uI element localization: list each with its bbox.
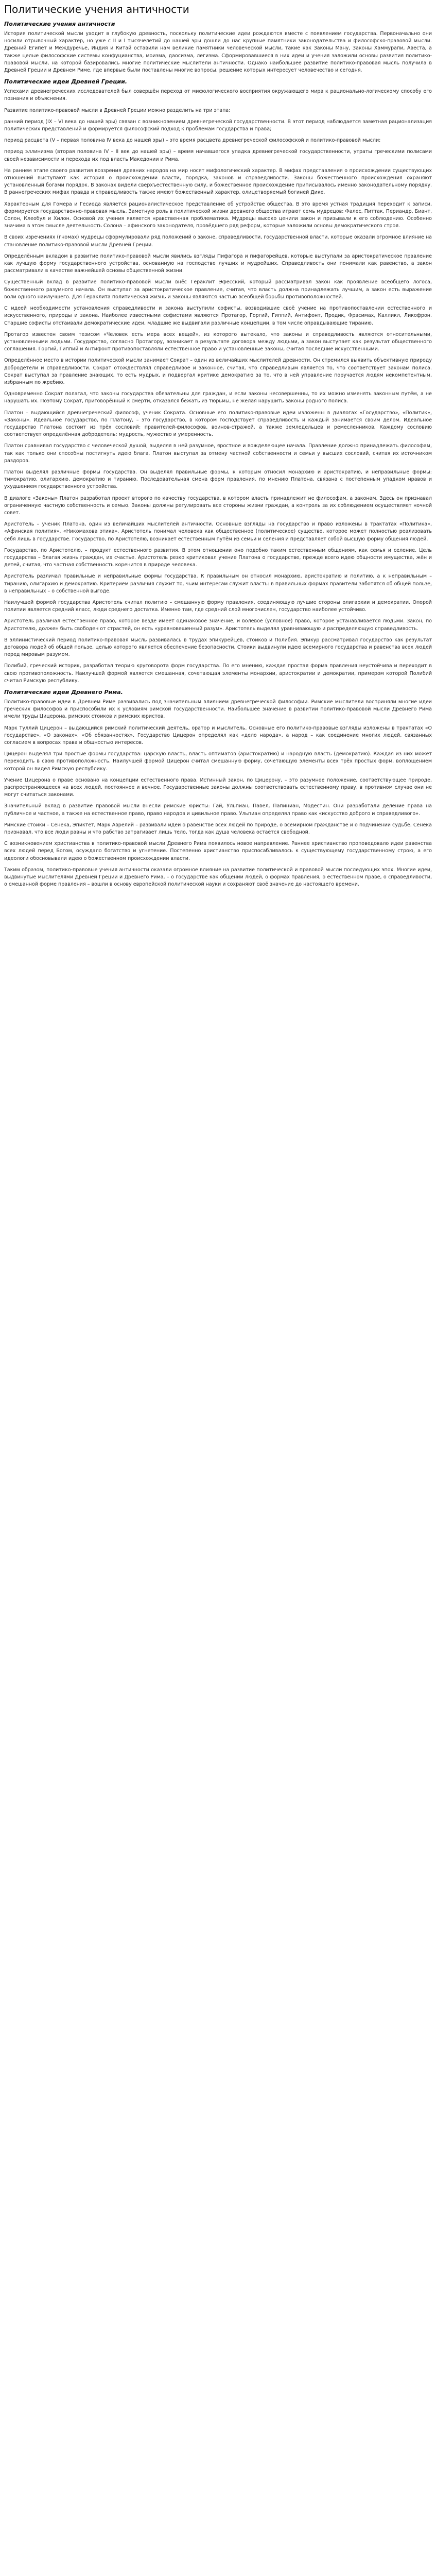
- paragraph: Одновременно Сократ полагал, что законы государства обязательны для граждан, и если законы несовершенны, то их можно изменять законным путём, а не нарушать их. Поэтому Сократ, приговорённый к смерти, отказался бежать из тюрьмы, не желая нарушить законы родного полиса.: [4, 391, 432, 404]
- paragraph: Платон сравнивал государство с человеческой душой, выделяя в ней разумное, яростное и вожделеющее начала. Правление должно принадлежать философам, так как только они способны постигнуть идею блага. Платон выступал за отмену частной собственности и семьи у высших сословий, считая их источником раздоров.: [4, 443, 432, 464]
- paragraph: Политико-правовые идеи в Древнем Риме развивались под значительным влиянием древнегреческой философии. Римские мыслители восприняли многие идеи греческих философов и приспособили их к условиям римской государственности. Наибольшее значение в развитии политико-правовой мысли Древнего Рима имели труды Цицерона, римских стоиков и римских юристов.: [4, 699, 432, 720]
- paragraph: Государство, по Аристотелю, – продукт естественного развития. В этом отношении оно подобно таким естественным общениям, как семья и селение. Цель государства – благая жизнь граждан, их счастье. Аристотель резко критиковал учение Платона о государстве, прежде всего идею общности имущества, жён и детей, считая, что частная собственность коренится в природе человека.: [4, 547, 432, 568]
- paragraph: Наилучшей формой государства Аристотель считал политию – смешанную форму правления, соединяющую лучшие стороны олигархии и демократии. Опорой политии является средний класс, люди среднего достатка. Именно там, где средний слой многочислен, государство наиболее устойчиво.: [4, 600, 432, 613]
- paragraph: Аристотель различал естественное право, которое везде имеет одинаковое значение, и волевое (условное) право, которое устанавливается людьми. Закон, по Аристотелю, должен быть свободен от страстей, он есть «уравновешенный разум». Аристотель выделял уравнивающую и распределяющую справедливость.: [4, 618, 432, 632]
- paragraph: Существенный вклад в развитие политико-правовой мысли внёс Гераклит Эфесский, который рассматривал закон как проявление всеобщего логоса, божественного разумного начала. Он выступал за аристократическое правление, считая, что власть должна принадлежать лучшим, а закон есть выражение воли одного наилучшего. Для Гераклита политическая жизнь и законы являются частью всеобщей борьбы противоположностей.: [4, 279, 432, 300]
- section: [4, 78, 432, 685]
- paragraph: Платон – выдающийся древнегреческий философ, ученик Сократа. Основные его политико-правовые идеи изложены в диалогах «Государство», «Политик», «Законы». Идеальное государство, по Платону, – это государство, в котором господствует справедливость и каждый занимается своим делом. Идеальное государство Платона состоит из трёх сословий: правителей-философов, воинов-стражей, а также земледельцев и ремесленников. Каждому сословию соответствует определённая добродетель: мудрость, мужество и умеренность.: [4, 410, 432, 438]
- paragraph: Марк Туллий Цицерон – выдающийся римский политический деятель, оратор и мыслитель. Основные его политико-правовые взгляды изложены в трактатах «О государстве», «О законах», «Об обязанностях». Государство Цицерон определял как «дело народа», а народ – как соединение многих людей, связанных согласием в вопросах права и общностью интересов.: [4, 725, 432, 746]
- paragraph: Аристотель – ученик Платона, один из величайших мыслителей античности. Основные взгляды на государство и право изложены в трактатах «Политика», «Афинская полития», «Никомахова этика». Аристотель понимал человека как общественное (политическое) существо, которое может полностью реализовать себя лишь в государстве. Государство, по Аристотелю, возникает естественным путём из семьи и селения и представляет собой высшую форму общения людей.: [4, 521, 432, 542]
- paragraph: В диалоге «Законы» Платон разработал проект второго по качеству государства, в котором власть принадлежит не философам, а законам. Здесь он признавал ограниченную частную собственность и семью. Законы должны регулировать все стороны жизни граждан, а контроль за их соблюдением осуществляет ночной совет.: [4, 495, 432, 516]
- section-heading: Политические идеи Древнего Рима.: [4, 689, 123, 696]
- article: [0, 0, 436, 899]
- paragraph: Платон выделял различные формы государства. Он выделял правильные формы, к которым относил монархию и аристократию, и неправильные формы: тимократию, олигархию, демократию и тиранию. Последовательная смена форм правления, по мнению Платона, связана с постепенным упадком нравов и ухудшением государственного устройства.: [4, 469, 432, 490]
- paragraph: период эллинизма (вторая половина IV – II век до нашей эры) – время начавшегося упадка древнегреческой государственности, утраты греческими полисами своей независимости и перехода их под власть Македонии и Рима.: [4, 149, 432, 162]
- paragraph: История политической мысли уходит в глубокую древность, поскольку политические идеи рождаются вместе с появлением государства. Первоначально они носили отрывочный характер, но уже с II и I тысячелетий до нашей эры дошли до нас крупные памятники законодательства и философско-правовой мысли. Древний Египет и Междуречье, Индия и Китай оставили нам великие памятники человеческой мысли, такие как Законы Ману, Законы Хаммурапи, Авеста, а также целые философские системы конфуцианства, моизма, даосизма, легизма. Сформировавшиеся в них идеи и учения заложили основы развития политико-правовой мысли, на которой базировались многие политические мыслители античности. Однако наибольшее развитие политико-правовая мысль получила в Древней Греции и Древнем Риме, где впервые были поставлены многие вопросы, решение которых интересует человечество и сегодня.: [4, 31, 432, 74]
- paragraph: Определённым вкладом в развитие политико-правовой мысли явились взгляды Пифагора и пифагорейцев, которые выступали за аристократическое правление как лучшую форму государственного устройства, основанную на господстве лучших и мудрейших. Справедливость они понимали как равенство, а закон рассматривали в качестве важнейшей основы общественной жизни.: [4, 253, 432, 274]
- article-body: [4, 21, 432, 889]
- paragraph: С идеей необходимости установления справедливости и закона выступили софисты, возводившие своё учение на противопоставлении естественного и искусственного, природы и закона. Наиболее известными софистами являются Протагор, Горгий, Гиппий, Антифонт, Продик, Фрасимах, Калликл, Ликофрон. Старшие софисты отстаивали демократические идеи, младшие же выдвигали различные концепции, в том числе оправдывающие тиранию.: [4, 306, 432, 326]
- section-heading: Политические учения античности: [4, 21, 115, 27]
- paragraph: период расцвета (V – первая половина IV века до нашей эры) – это время расцвета древнегреческой философской и политико-правовой мысли;: [4, 138, 381, 144]
- section: [4, 21, 432, 74]
- section-heading: Политические идеи Древней Греции.: [4, 78, 127, 86]
- section: [4, 689, 432, 888]
- paragraph: Полибий, греческий историк, разработал теорию круговорота форм государства. По его мнению, каждая простая форма правления неустойчива и переходит в свою противоположность. Наилучшей формой является смешанная, сочетающая элементы монархии, аристократии и демократии, примером которой Полибий считал Римскую республику.: [4, 663, 432, 684]
- paragraph: Учение Цицерона о праве основано на концепции естественного права. Истинный закон, по Цицерону, – это разумное положение, соответствующее природе, распространяющееся на всех людей, постоянное и вечное. Государственные законы должны соответствовать естественному праву, в противном случае они не могут считаться законами.: [4, 777, 432, 798]
- paragraph: Определённое место в истории политической мысли занимает Сократ – один из величайших мыслителей древности. Он стремился выявить объективную природу добродетели и справедливости. Сократ отождествлял справедливое и законное, считая, что справедливым является то, что соответствует законам полиса. Сократ выступал за правление знающих, то есть мудрых, и подвергал критике демократию за то, что в ней управление поручается людям некомпетентным, избранным по жребию.: [4, 358, 432, 385]
- page-title: Политические учения античности: [4, 3, 189, 15]
- paragraph: Римские стоики – Сенека, Эпиктет, Марк Аврелий – развивали идеи о равенстве всех людей по природе, о всемирном гражданстве и о подчинении судьбе. Сенека признавал, что все люди равны и что рабство затрагивает лишь тело, тогда как душа человека остаётся свободной.: [4, 822, 432, 836]
- paragraph: Аристотель различал правильные и неправильные формы государства. К правильным он относил монархию, аристократию и политию, а к неправильным – тиранию, олигархию и демократию. Критерием различия служит то, чьим интересам служит власть: в правильных формах правители заботятся об общей пользе, в неправильных – о собственной выгоде.: [4, 573, 432, 594]
- paragraph: Цицерон выделял три простые формы государства: царскую власть, власть оптиматов (аристократию) и народную власть (демократию). Каждая из них может переходить в свою противоположность. Наилучшей формой Цицерон считал смешанную форму, сочетающую элементы всех трёх простых форм, воплощением которой он видел Римскую республику.: [4, 751, 432, 772]
- paragraph: Развитие политико-правовой мысли в Древней Греции можно разделить на три этапа:: [4, 107, 231, 113]
- paragraph: В своих изречениях (гномах) мудрецы сформулировали ряд положений о законе, справедливости, государственной власти, которые оказали огромное влияние на становление политико-правовой мысли Древней Греции.: [4, 234, 432, 248]
- paragraph: На раннем этапе своего развития воззрения древних народов на мир носят мифологический характер. В мифах представления о происхождении существующих отношений выступают как история о происхождении власти, порядка, законов и справедливости. Законы божественного происхождения охраняют установленный богами порядок. В законах видели сверхъестественную силу, и божественное происхождение приписывалось именно законодательному порядку. В раннегреческих мифах правда и справедливость также имеют божественный характер, олицетворяемый богиней Дике.: [4, 167, 432, 196]
- paragraph: Характерным для Гомера и Гесиода является рационалистическое представление об устройстве общества. В это время устная традиция переходит к записи, формируется государственно-правовая мысль. Заметную роль в политической жизни древнего общества играют семь мудрецов: Фалес, Питтак, Периандр, Биант, Солон, Клеобул и Хилон. Основой их учения является нравственная проблематика. Мудрецы высоко ценили закон и призывали к его соблюдению. Особенно значима в этом смысле деятельность Солона – афинского законодателя, провёдшего ряд реформ, которые заложили основы демократического строя.: [4, 201, 432, 229]
- paragraph: Таким образом, политико-правовые учения античности оказали огромное влияние на развитие политической и правовой мысли последующих эпох. Многие идеи, выдвинутые мыслителями Древней Греции и Древнего Рима, – о государстве как общении людей, о формах правления, о естественном праве, о справедливости, о смешанной форме правления – вошли в основу европейской политической науки и сохраняют своё значение до настоящего времени.: [4, 867, 432, 888]
- paragraph: Протагор известен своим тезисом «Человек есть мера всех вещей», из которого вытекало, что законы и справедливость являются относительными, установленными людьми. Государство, согласно Протагору, возникает в результате договора между людьми, а закон выступает как результат общественного соглашения. Горгий, Гиппий и Антифонт противопоставляли естественное право и установленные законы, считая последние искусственными.: [4, 331, 432, 352]
- paragraph: С возникновением христианства в политико-правовой мысли Древнего Рима появилось новое направление. Раннее христианство проповедовало идеи равенства всех людей перед Богом, осуждало богатство и угнетение. Постепенно христианство приспосабливалось к существующему государственному строю, а его идеологи обосновывали идею о божественном происхождении власти.: [4, 841, 432, 861]
- paragraph: Значительный вклад в развитие правовой мысли внесли римские юристы: Гай, Ульпиан, Павел, Папиниан, Модестин. Они разработали деление права на публичное и частное, а также на естественное право, право народов и цивильное право. Ульпиан определял право как «искусство доброго и справедливого».: [4, 803, 432, 817]
- paragraph: ранний период (IX – VI века до нашей эры) связан с возникновением древнегреческой государственности. В этот период наблюдается заметная рационализация политических представлений и формируется философский подход к проблемам государства и права;: [4, 118, 432, 132]
- paragraph: В эллинистический период политико-правовая мысль развивалась в трудах эпикурейцев, стоиков и Полибия. Эпикур рассматривал государство как результат договора людей об общей пользе, целью которого является обеспечение безопасности. Стоики выдвинули идею всемирного государства и равенства всех людей перед мировым разумом.: [4, 637, 432, 658]
- paragraph: Успехами древнегреческих исследователей был совершён переход от мифологического восприятия окружающего мира к рационально-логическому способу его познания и объяснения.: [4, 89, 432, 102]
